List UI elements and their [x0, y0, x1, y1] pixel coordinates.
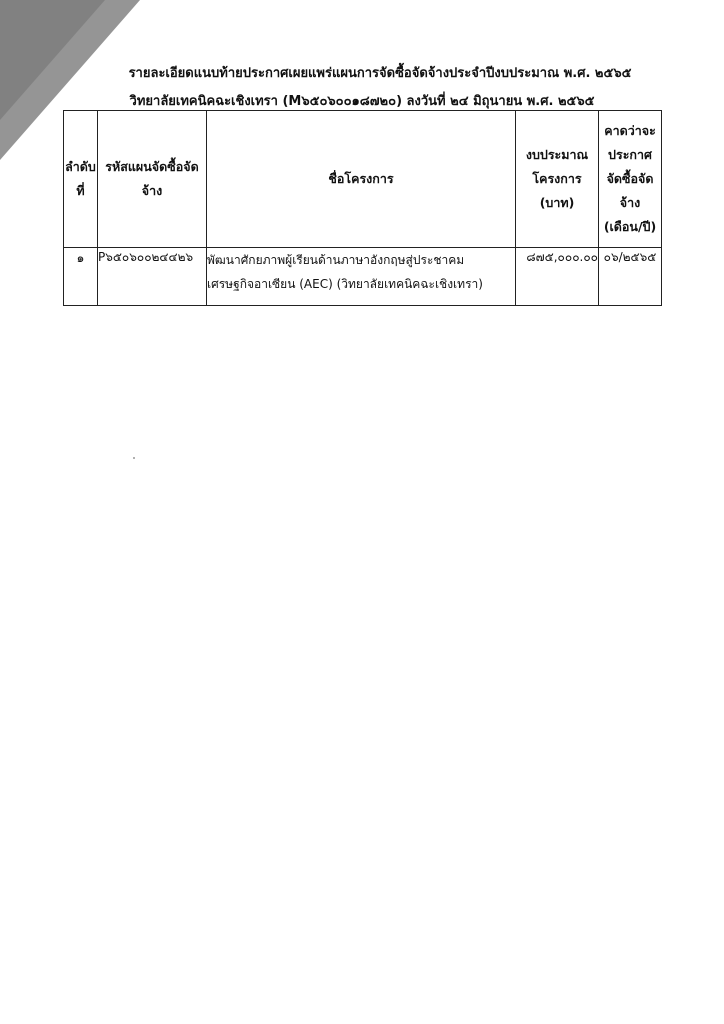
header-order: ลำดับ ที่	[64, 111, 98, 248]
document-title-line-1: รายละเอียดแนบท้ายประกาศเผยแพร่แผนการจัดซื้อจัดจ้างประจำปีงบประมาณ พ.ศ. ๒๕๖๕	[128, 66, 632, 81]
header-project-name: ชื่อโครงการ	[207, 111, 516, 248]
row-plan-code: P๖๕๐๖๐๐๒๔๔๒๖	[98, 248, 207, 306]
procurement-plan-table	[63, 110, 662, 306]
table-header-row	[64, 111, 662, 248]
row-expected-month: ๐๖/๒๕๖๕	[599, 248, 662, 306]
row-project-name-line-1: พัฒนาศักยภาพผู้เรียนด้านภาษาอังกฤษสู่ประชาคม	[207, 253, 465, 267]
scan-speck	[133, 457, 135, 459]
row-order: ๑	[64, 248, 98, 306]
table-row	[64, 248, 662, 306]
document-title-line-2: วิทยาลัยเทคนิคฉะเชิงเทรา (M๖๕๐๖๐๐๑๘๗๒๐) ลงวันที่ ๒๔ มิถุนายน พ.ศ. ๒๕๖๕	[129, 94, 595, 109]
row-project-name	[207, 248, 516, 306]
header-expected-month: คาดว่าจะ ประกาศ จัดซื้อจัด จ้าง (เดือน/ปี)	[599, 111, 662, 248]
header-plan-code: รหัสแผนจัดซื้อจัด จ้าง	[98, 111, 207, 248]
header-budget: งบประมาณ โครงการ (บาท)	[516, 111, 599, 248]
row-project-name-line-2: เศรษฐกิจอาเซียน (AEC) (วิทยาลัยเทคนิคฉะเชิงเทรา)	[207, 277, 483, 291]
row-budget: ๘๗๕,๐๐๐.๐๐	[516, 248, 599, 306]
